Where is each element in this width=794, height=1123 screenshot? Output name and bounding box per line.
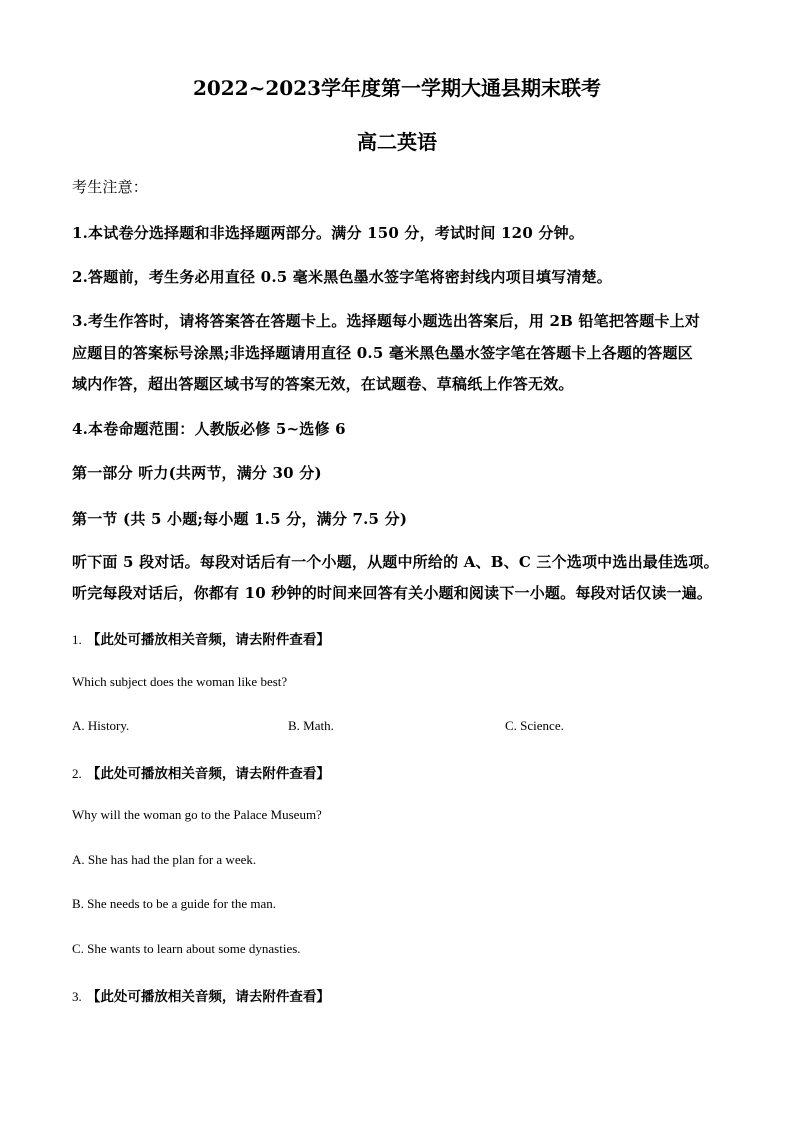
question-2-option-c: C. She wants to learn about some dynasties.	[72, 941, 301, 956]
notes-heading: 考生注意：	[72, 178, 149, 196]
audio-note: 【此处可播放相关音频，请去附件查看】	[86, 989, 330, 1005]
note-item-3-line-3: 域内作答，超出答题区域书写的答案无效，在试题卷、草稿纸上作答无效。	[72, 375, 574, 393]
audio-note: 【此处可播放相关音频，请去附件查看】	[86, 766, 330, 782]
question-2-option-b: B. She needs to be a guide for the man.	[72, 896, 276, 911]
note-item-1: 1.本试卷分选择题和非选择题两部分。满分 150 分，考试时间 120 分钟。	[72, 224, 584, 242]
audio-note: 【此处可播放相关音频，请去附件查看】	[86, 632, 330, 648]
question-1-option-c: C. Science.	[505, 718, 564, 733]
part1-heading: 第一部分 听力(共两节，满分 30 分)	[72, 464, 322, 482]
section1-heading: 第一节 (共 5 小题;每小题 1.5 分，满分 7.5 分)	[72, 510, 408, 528]
question-2-audio	[72, 762, 330, 782]
question-number: 3.	[72, 989, 82, 1004]
question-1-option-a: A. History.	[72, 718, 130, 733]
question-3-audio	[72, 985, 330, 1005]
question-1-audio	[72, 628, 330, 648]
instructions-line-1: 听下面 5 段对话。每段对话后有一个小题，从题中所给的 A、B、C 三个选项中选出最佳选项。	[72, 553, 719, 571]
note-item-4: 4.本卷命题范围：人教版必修 5~选修 6	[72, 420, 346, 438]
question-2-text: Why will the woman go to the Palace Museum?	[72, 807, 322, 822]
note-item-3-line-1: 3.考生作答时，请将答案答在答题卡上。选择题每小题选出答案后，用 2B 铅笔把答题卡上对	[72, 312, 701, 330]
exam-subject: 高二英语	[357, 130, 437, 154]
question-1-text: Which subject does the woman like best?	[72, 674, 288, 689]
note-item-3-line-2: 应题目的答案标号涂黑;非选择题请用直径 0.5 毫米黑色墨水签字笔在答题卡上各题的答题区	[72, 344, 693, 362]
note-item-2: 2.答题前，考生务必用直径 0.5 毫米黑色墨水签字笔将密封线内项目填写清楚。	[72, 268, 613, 286]
question-number: 2.	[72, 766, 82, 781]
exam-title: 2022~2023学年度第一学期大通县期末联考	[192, 76, 602, 100]
instructions-line-2: 听完每段对话后，你都有 10 秒钟的时间来回答有关小题和阅读下一小题。每段对话仅读一遍。	[72, 584, 713, 602]
question-2-option-a: A. She has had the plan for a week.	[72, 852, 257, 867]
question-1-option-b: B. Math.	[288, 718, 334, 733]
question-number: 1.	[72, 632, 82, 647]
